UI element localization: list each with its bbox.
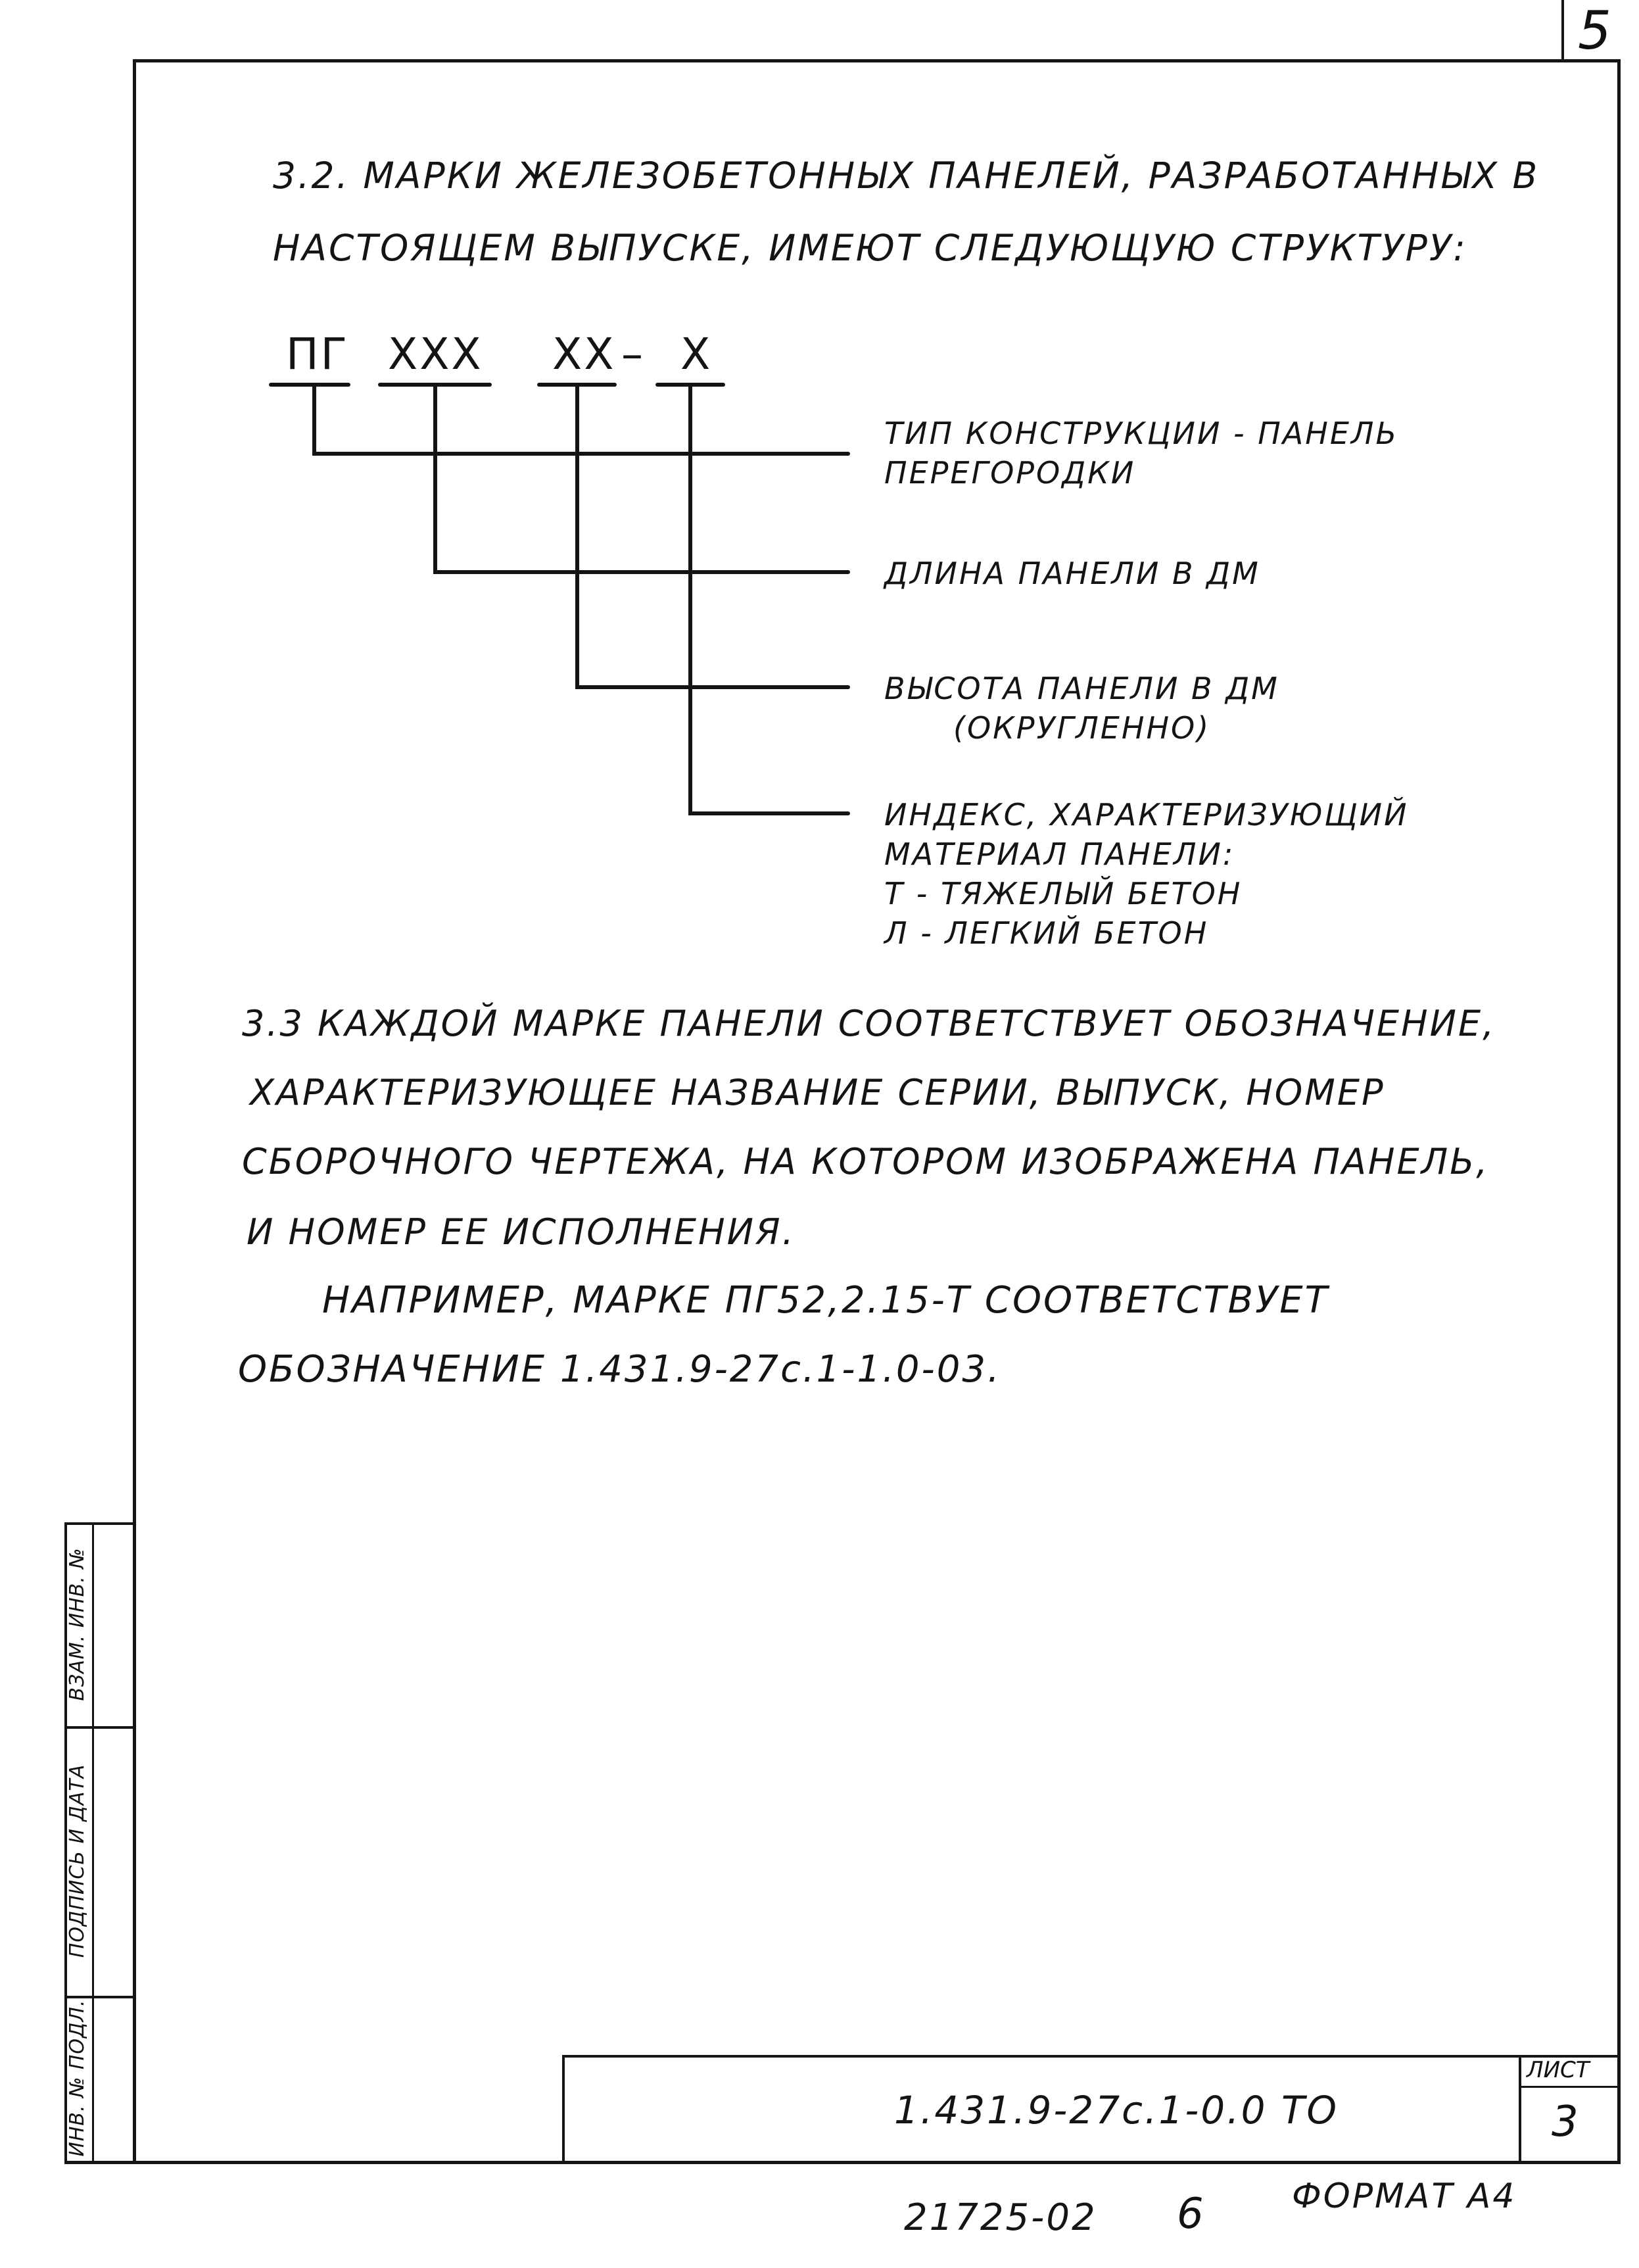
side-stamp-vzam: ВЗАМ. ИНВ. № <box>66 1547 89 1701</box>
example-line-2: ОБОЗНАЧЕНИЕ 1.431.9-27с.1-1.0-03. <box>238 1348 1001 1391</box>
code-length: XXX <box>388 329 483 379</box>
example-line-1: НАПРИМЕР, МАРКЕ ПГ52,2.15-Т СООТВЕТСТВУЕТ <box>322 1279 1329 1322</box>
title-block-left <box>562 2055 565 2163</box>
code-height: XX <box>552 329 616 379</box>
label-index-4: Л - ЛЕГКИЙ БЕТОН <box>884 915 1209 951</box>
leader-type <box>314 385 848 454</box>
label-length: ДЛИНА ПАНЕЛИ В ДМ <box>884 556 1260 591</box>
sheet-number: 3 <box>1552 2098 1579 2146</box>
format-label: ФОРМАТ А4 <box>1292 2177 1517 2216</box>
side-stamp-inv-podl: ИНВ. № ПОДЛ. <box>66 1999 89 2157</box>
title-block-designation: 1.431.9-27с.1-0.0 ТО <box>894 2088 1339 2133</box>
label-index-1: ИНДЕКС, ХАРАКТЕРИЗУЮЩИЙ <box>884 797 1409 832</box>
section-3-3-line-1: 3.3 КАЖДОЙ МАРКЕ ПАНЕЛИ СООТВЕТСТВУЕТ ОБОЗНАЧЕНИЕ, <box>242 1003 1496 1044</box>
label-type-1: ТИП КОНСТРУКЦИИ - ПАНЕЛЬ <box>884 416 1399 451</box>
label-index-2: МАТЕРИАЛ ПАНЕЛИ: <box>884 836 1235 872</box>
code-dash: – <box>621 329 645 379</box>
code-pg: ПГ <box>286 329 349 379</box>
title-block-sheet-divider <box>1519 2055 1521 2163</box>
section-3-2-line-1: 3.2. МАРКИ ЖЕЛЕЗОБЕТОННЫХ ПАНЕЛЕЙ, РАЗРАБОТАННЫХ В <box>273 155 1540 197</box>
corner-page-number: 5 <box>1578 0 1611 61</box>
code-index: X <box>680 329 713 379</box>
label-height-1: ВЫСОТА ПАНЕЛИ В ДМ <box>884 671 1279 706</box>
label-type-2: ПЕРЕГОРОДКИ <box>884 455 1136 491</box>
leader-index <box>690 385 848 813</box>
leader-height <box>577 385 848 687</box>
copy-number: 6 <box>1177 2190 1204 2238</box>
archive-number: 21725-02 <box>904 2196 1097 2239</box>
side-stamp-podpis: ПОДПИСЬ И ДАТА <box>66 1764 89 1958</box>
title-block-top <box>562 2055 1621 2058</box>
label-index-3: Т - ТЯЖЕЛЫЙ БЕТОН <box>884 876 1243 911</box>
section-3-3-line-3: СБОРОЧНОГО ЧЕРТЕЖА, НА КОТОРОМ ИЗОБРАЖЕНА ПАНЕЛЬ, <box>242 1141 1490 1182</box>
sheet-label: ЛИСТ <box>1527 2057 1590 2083</box>
leader-length <box>435 385 848 572</box>
side-strip-bottom <box>64 2161 135 2164</box>
section-3-3-line-4: И НОМЕР ЕЕ ИСПОЛНЕНИЯ. <box>247 1211 796 1253</box>
label-height-2: (ОКРУГЛЕННО) <box>953 710 1211 746</box>
section-3-2-line-2: НАСТОЯЩЕМ ВЫПУСКЕ, ИМЕЮТ СЛЕДУЮЩУЮ СТРУКТУРУ: <box>273 227 1467 269</box>
side-strip-divider <box>92 1522 94 2163</box>
section-3-3-line-2: ХАРАКТЕРИЗУЮЩЕЕ НАЗВАНИЕ СЕРИИ, ВЫПУСК, НОМЕР <box>250 1072 1385 1113</box>
title-block-sheet-sep <box>1519 2086 1621 2088</box>
